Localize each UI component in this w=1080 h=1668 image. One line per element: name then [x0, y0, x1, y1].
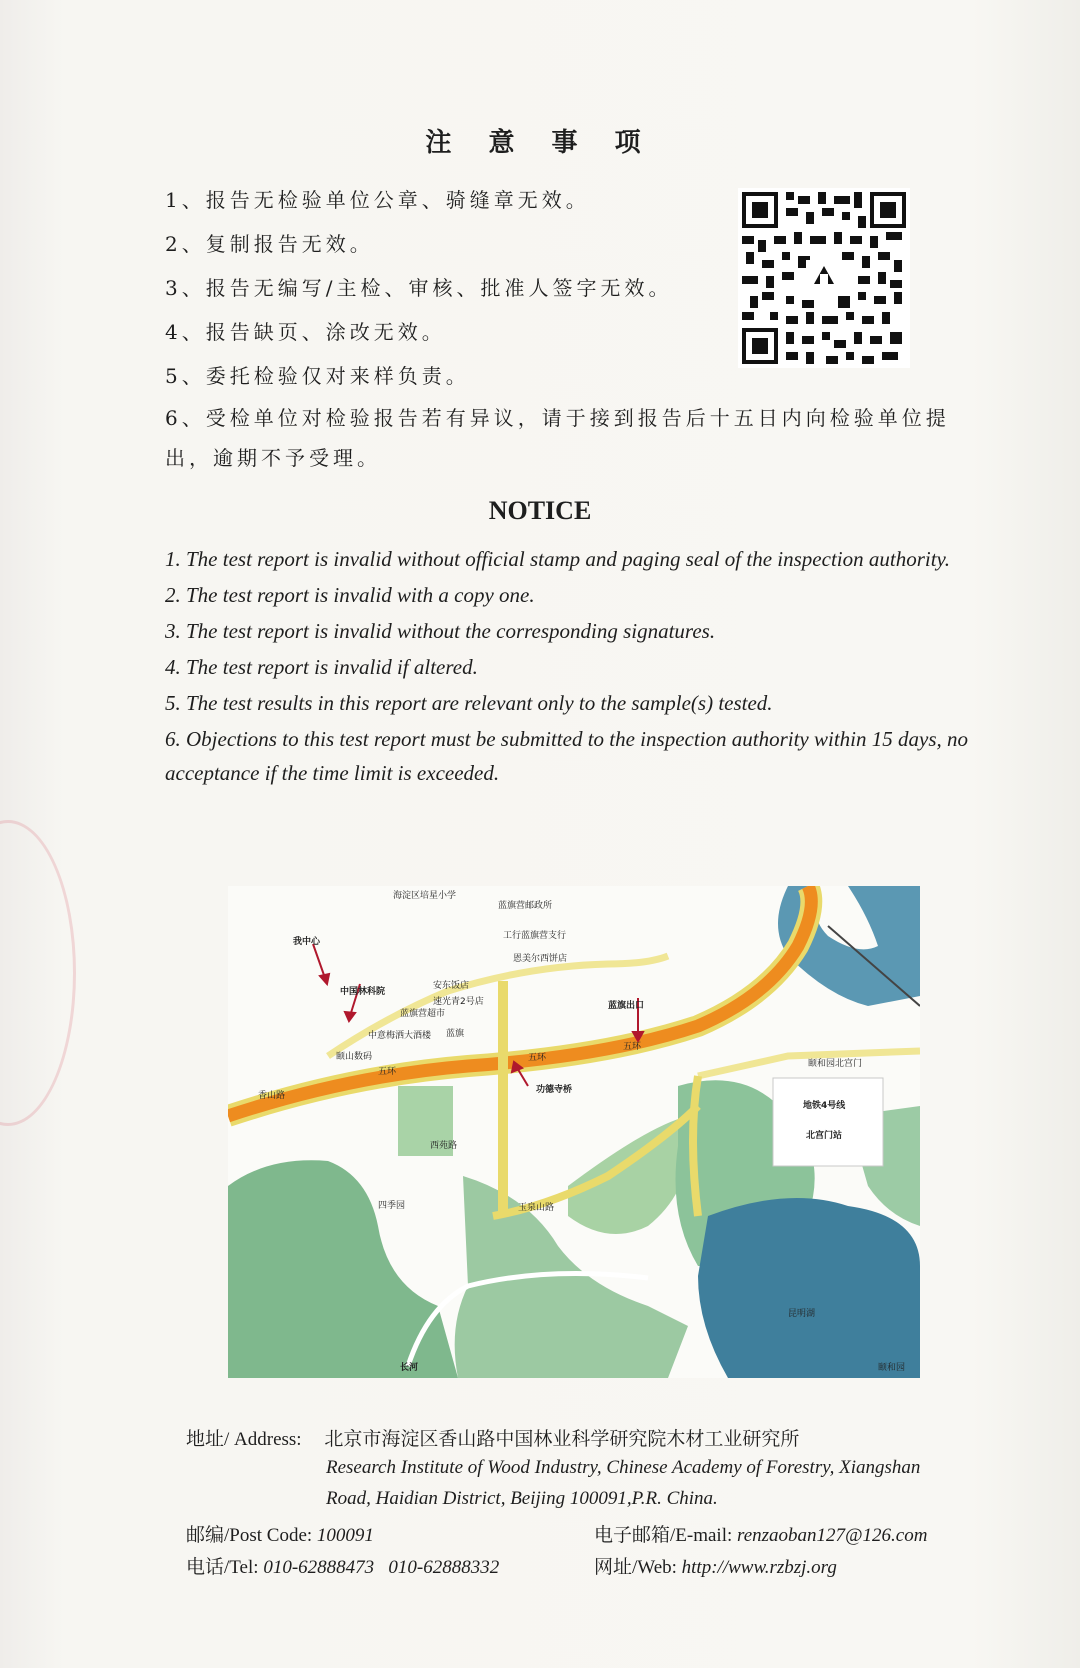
map-label: 速光青2号店: [433, 997, 484, 1007]
map-label: 工行蓝旗营支行: [503, 931, 567, 941]
map-label: 中国林科院: [340, 987, 386, 997]
tel-numbers: 010-62888473 010-62888332: [263, 1557, 500, 1578]
map-label: 颐和园北宫门: [808, 1059, 863, 1069]
map-label: 地铁4号线: [803, 1101, 846, 1111]
address-en-line1: Research Institute of Wood Industry, Chinese Academy of Forestry, Xiangshan: [326, 1457, 921, 1478]
map-label: 五环: [623, 1042, 642, 1052]
map-label: 恩美尔西饼店: [513, 954, 568, 964]
map-label: 颐和园: [878, 1363, 906, 1373]
map-label: 长河: [400, 1363, 419, 1373]
en-notice-item: 3. The test report is invalid without the corresponding signatures.: [165, 619, 716, 643]
email-address: renzaoban127@126.com: [737, 1525, 928, 1546]
tel-label: 电话/Tel:: [186, 1557, 259, 1578]
map-label: 海淀区培星小学: [393, 891, 457, 901]
map-label: 四季园: [378, 1201, 406, 1211]
qr-code: [738, 188, 910, 368]
cn-notice-item: 6、受检单位对检验报告若有异议，请于接到报告后十五日内向检验单位提出，逾期不予受理。: [165, 406, 950, 470]
map-label: 昆明湖: [788, 1309, 816, 1319]
tel-row: [186, 1552, 499, 1579]
cn-notice-item: 4、报告缺页、涂改无效。: [165, 320, 446, 344]
map-label: 蓝旗营邮政所: [498, 901, 553, 911]
map-label: 我中心: [293, 937, 321, 947]
map-label: 蓝旗出口: [608, 1001, 645, 1011]
address-en-line2: Road, Haidian District, Beijing 100091,P.R. China.: [326, 1488, 718, 1509]
post-code-label: 邮编/Post Code:: [186, 1525, 313, 1546]
map-label: 西苑路: [430, 1141, 458, 1151]
email-row: [594, 1520, 927, 1547]
web-label: 网址/Web:: [594, 1557, 677, 1578]
en-notice-item: 5. The test results in this report are relevant only to the sample(s) tested.: [165, 691, 773, 715]
en-notice-item: 4. The test report is invalid if altered.: [165, 655, 478, 679]
map-label: 香山路: [258, 1091, 286, 1101]
stamp-edge: [0, 820, 76, 1126]
en-notice-list: [165, 542, 985, 792]
cn-notice-item: 3、报告无编写/主检、审核、批准人签字无效。: [165, 276, 673, 300]
map-label: 玉泉山路: [518, 1203, 555, 1213]
address-cn: 北京市海淀区香山路中国林业科学研究院木材工业研究所: [324, 1429, 800, 1450]
map-label: 蓝旗营超市: [400, 1009, 446, 1019]
cn-notice-item: 5、委托检验仅对来样负责。: [165, 364, 470, 388]
address-row: [186, 1424, 799, 1451]
en-notice-title: NOTICE: [488, 496, 592, 525]
en-notice-item: 2. The test report is invalid with a copy one.: [165, 583, 535, 607]
web-row: [594, 1552, 837, 1579]
post-code: 100091: [316, 1525, 374, 1546]
map-label: 安东饭店: [433, 981, 470, 991]
address-label: 地址/ Address:: [186, 1429, 302, 1450]
map-label: 蓝旗: [446, 1029, 465, 1039]
map-label: 功德寺桥: [536, 1085, 573, 1095]
en-notice-item: 1. The test report is invalid without official stamp and paging seal of the inspection authority.: [165, 547, 950, 571]
cn-notice-item: 2、复制报告无效。: [165, 232, 374, 256]
post-code-row: [186, 1520, 374, 1547]
map-label: 五环: [378, 1067, 397, 1077]
cn-notice-title: 注 意 事 项: [425, 128, 655, 158]
map-label: 北宫门站: [806, 1131, 843, 1141]
location-map: [228, 886, 920, 1378]
map-label: 中意梅洒大酒楼: [368, 1031, 432, 1041]
cn-notice-item: 1、报告无检验单位公章、骑缝章无效。: [165, 188, 590, 212]
en-notice-item: 6. Objections to this test report must be submitted to the inspection authority within 15 days, no acceptance if the time limit is exceeded.: [165, 727, 969, 785]
website: http://www.rzbzj.org: [681, 1557, 837, 1578]
map-label: 五环: [528, 1053, 547, 1063]
email-label: 电子邮箱/E-mail:: [594, 1525, 733, 1546]
map-label: 颐山数码: [336, 1052, 373, 1062]
